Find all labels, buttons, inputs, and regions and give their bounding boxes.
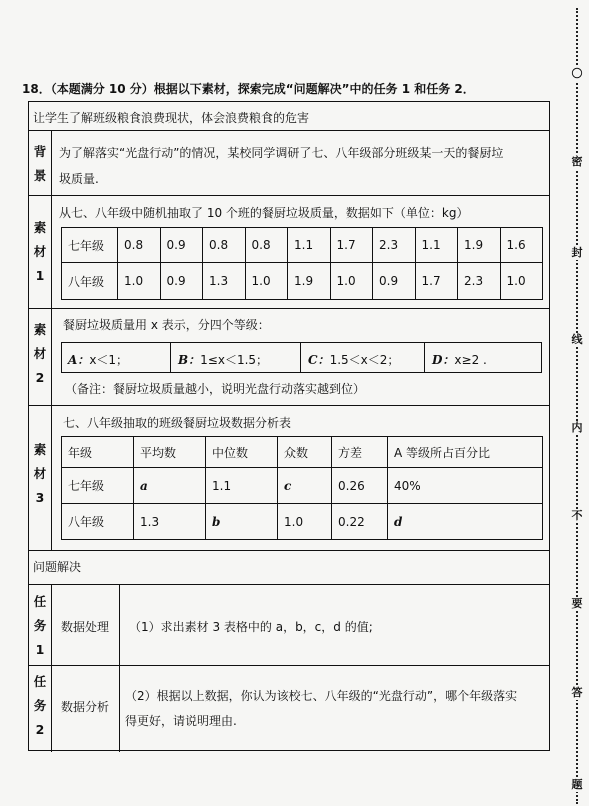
binding-dotted-line — [576, 8, 578, 804]
level-range: 1≤x＜1.5； — [200, 353, 269, 367]
material1-label — [29, 216, 51, 288]
value-cell: 0.9 — [373, 263, 416, 300]
material3-title: 七、八年级抽取的班级餐厨垃圾数据分析表 — [63, 416, 292, 430]
label-char: 务 — [33, 618, 47, 633]
binding-mark-2: 封 — [569, 246, 585, 260]
label-char: 材 — [33, 346, 47, 361]
level-key: C： — [308, 353, 330, 367]
material3-label — [29, 438, 51, 510]
row-divider — [29, 405, 549, 406]
label-char: 2 — [35, 722, 45, 737]
label-char: 材 — [33, 244, 47, 259]
row-divider — [29, 130, 549, 131]
label-char: 任 — [33, 594, 47, 609]
percent-cell: d — [388, 504, 543, 540]
binding-margin — [566, 0, 588, 806]
row-divider — [29, 665, 549, 666]
binding-mark-1: 密 — [569, 155, 585, 169]
level-key: D： — [432, 353, 455, 367]
header-cell: A 等级所占百分比 — [388, 437, 543, 468]
header-cell: 方差 — [332, 437, 388, 468]
value-cell: 1.7 — [415, 263, 458, 300]
value-cell: 0.9 — [160, 263, 203, 300]
level-divider — [170, 343, 171, 372]
grade-cell: 八年级 — [62, 504, 134, 540]
value-cell: 1.1 — [288, 228, 331, 263]
problem-heading: 问题解决 — [33, 560, 82, 574]
value-cell: 1.0 — [245, 263, 288, 300]
value-cell: 1.3 — [203, 263, 246, 300]
value-cell: 1.7 — [330, 228, 373, 263]
level-box — [61, 342, 542, 373]
binding-mark-3: 线 — [569, 333, 585, 347]
label-char: 景 — [33, 168, 47, 183]
label-char: 素 — [33, 442, 47, 457]
table-row — [62, 263, 543, 300]
grade-cell: 七年级 — [62, 468, 134, 504]
label-column-divider — [51, 130, 52, 550]
median-cell: b — [206, 504, 278, 540]
background-line-2: 圾质量. — [59, 172, 99, 186]
material1-description: 从七、八年级中随机抽取了 10 个班的餐厨垃圾质量，数据如下（单位：kg） — [59, 206, 469, 220]
analysis-table — [61, 436, 543, 540]
question-title: 18．（本题满分 10 分）根据以下素材，探索完成“问题解决”中的任务 1 和任务 2． — [22, 82, 475, 96]
header-cell: 众数 — [278, 437, 332, 468]
task-name-column-divider — [119, 584, 120, 752]
level-b — [178, 351, 268, 368]
level-divider — [300, 343, 301, 372]
value-cell: 1.1 — [415, 228, 458, 263]
row-divider — [29, 584, 549, 585]
header-cell: 中位数 — [206, 437, 278, 468]
level-c — [308, 351, 399, 368]
variance-cell: 0.26 — [332, 468, 388, 504]
value-cell: 1.0 — [500, 263, 543, 300]
mode-cell: c — [278, 468, 332, 504]
level-a — [68, 351, 128, 368]
level-range: 1.5＜x＜2； — [329, 353, 400, 367]
row-divider — [29, 308, 549, 309]
mean-cell: a — [134, 468, 206, 504]
percent-cell: 40% — [388, 468, 543, 504]
value-cell: 0.8 — [118, 228, 161, 263]
task1-label — [29, 590, 51, 662]
task2-line-1: （2）根据以上数据，你认为该校七、八年级的“光盘行动”，哪个年级落实 — [125, 689, 518, 703]
value-cell: 1.9 — [288, 263, 331, 300]
label-char: 素 — [33, 322, 47, 337]
material2-description: 餐厨垃圾质量用 x 表示，分四个等级： — [63, 318, 270, 332]
value-cell: 1.6 — [500, 228, 543, 263]
background-label — [29, 140, 51, 188]
row-divider — [29, 195, 549, 196]
value-cell: 2.3 — [458, 263, 501, 300]
binding-mark-8: 题 — [569, 778, 585, 792]
task1-name: 数据处理 — [61, 620, 110, 634]
table-row — [62, 468, 543, 504]
table-row — [62, 228, 543, 263]
label-char: 2 — [35, 370, 45, 385]
table-row — [62, 504, 543, 540]
table-header-row — [62, 437, 543, 468]
header-cell: 平均数 — [134, 437, 206, 468]
value-cell: 0.8 — [203, 228, 246, 263]
material2-label — [29, 318, 51, 390]
label-char: 背 — [33, 144, 47, 159]
mean-cell: 1.3 — [134, 504, 206, 540]
mode-cell: 1.0 — [278, 504, 332, 540]
binding-mark-6: 要 — [569, 597, 585, 611]
label-char: 务 — [33, 698, 47, 713]
task2-line-2: 得更好，请说明理由. — [125, 714, 237, 728]
grade-cell: 八年级 — [62, 263, 118, 300]
value-cell: 1.0 — [118, 263, 161, 300]
label-char: 任 — [33, 674, 47, 689]
binding-mark-5: 不 — [569, 509, 585, 523]
level-divider — [424, 343, 425, 372]
level-range: x＜1； — [89, 353, 129, 367]
value-cell: 0.8 — [245, 228, 288, 263]
binding-mark-4: 内 — [569, 421, 585, 435]
value-cell: 1.0 — [330, 263, 373, 300]
variance-cell: 0.22 — [332, 504, 388, 540]
level-key: B： — [178, 353, 201, 367]
intro-text: 让学生了解班级粮食浪费现状，体会浪费粮食的危害 — [33, 111, 310, 125]
task1-text: （1）求出素材 3 表格中的 a，b，c，d 的值; — [129, 620, 373, 634]
label-column-divider — [51, 584, 52, 752]
label-char: 1 — [35, 268, 45, 283]
label-char: 材 — [33, 466, 47, 481]
material1-data-table — [61, 227, 543, 300]
value-cell: 2.3 — [373, 228, 416, 263]
label-char: 素 — [33, 220, 47, 235]
level-d — [432, 351, 487, 368]
value-cell: 1.9 — [458, 228, 501, 263]
question-table — [28, 101, 550, 751]
background-line-1: 为了解落实“光盘行动”的情况，某校同学调研了七、八年级部分班级某一天的餐厨垃 — [59, 146, 504, 160]
level-key: A： — [68, 353, 90, 367]
binding-mark-circle: 〇 — [569, 67, 585, 81]
label-char: 3 — [35, 490, 45, 505]
material2-note: （备注：餐厨垃圾质量越小，说明光盘行动落实越到位） — [65, 382, 366, 396]
task2-name: 数据分析 — [61, 700, 110, 714]
grade-cell: 七年级 — [62, 228, 118, 263]
binding-mark-7: 答 — [569, 686, 585, 700]
task2-label — [29, 670, 51, 742]
value-cell: 0.9 — [160, 228, 203, 263]
header-cell: 年级 — [62, 437, 134, 468]
row-divider — [29, 550, 549, 551]
level-range: x≥2 . — [454, 353, 487, 367]
label-char: 1 — [35, 642, 45, 657]
median-cell: 1.1 — [206, 468, 278, 504]
